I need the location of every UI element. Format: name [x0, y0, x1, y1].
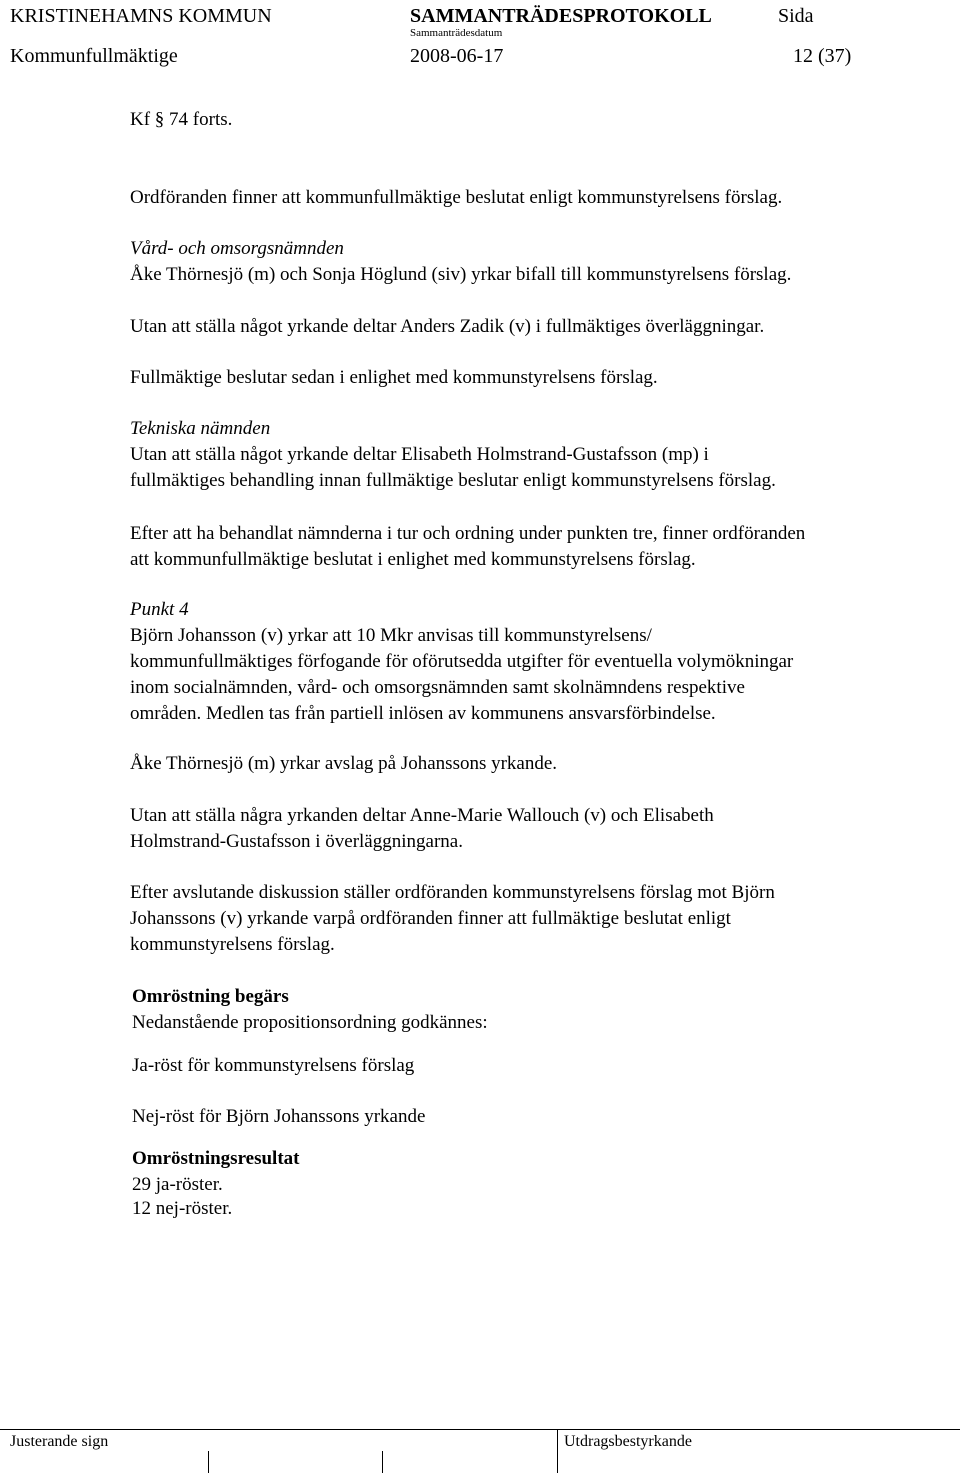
section-heading: Tekniska nämnden: [130, 418, 271, 439]
meeting-date-label: Sammanträdesdatum: [410, 27, 503, 39]
municipality-name: KRISTINEHAMNS KOMMUN: [10, 5, 272, 27]
paragraph-avslutande-diskussion: [130, 880, 775, 958]
paragraph-line: Efter att ha behandlat nämnderna i tur och ordning under punkten tre, finner ordföranden: [130, 523, 806, 544]
paragraph-zadik: Utan att ställa något yrkande deltar Anders Zadik (v) i fullmäktiges överläggningar.: [130, 316, 765, 337]
paragraph-line: Åke Thörnesjö (m) och Sonja Höglund (siv) yrkar bifall till kommunstyrelsens förslag.: [130, 264, 792, 285]
paragraph-line: Nedanstående propositionsordning godkännes:: [132, 1012, 488, 1033]
paragraph-line: att kommunfullmäktige beslutat i enlighet med kommunstyrelsens förslag.: [130, 549, 696, 570]
section-heading: Punkt 4: [130, 599, 189, 620]
paragraph-efter-nämnderna: [130, 521, 805, 573]
divider: [557, 1430, 558, 1473]
body-name: Kommunfullmäktige: [10, 45, 178, 67]
paragraph-line: kommunstyrelsens förslag.: [130, 934, 335, 955]
ja-count: 29 ja-röster.: [132, 1174, 223, 1195]
paragraph-fullmaktige-beslutar: Fullmäktige beslutar sedan i enlighet med kommunstyrelsens förslag.: [130, 367, 658, 388]
paragraph-line: Efter avslutande diskussion ställer ordföranden kommunstyrelsens förslag mot Björn: [130, 882, 775, 903]
page-label: Sida: [778, 5, 814, 27]
section-omrostningsresultat: [132, 1146, 299, 1220]
section-vard-och-omsorg: [130, 236, 791, 288]
section-reference: Kf § 74 forts.: [130, 109, 233, 130]
nej-count: 12 nej-röster.: [132, 1198, 233, 1219]
section-omrostning: [132, 984, 488, 1036]
section-heading: Omröstningsresultat: [132, 1148, 300, 1169]
paragraph-ake-thornesjo: Åke Thörnesjö (m) yrkar avslag på Johanssons yrkande.: [130, 753, 558, 774]
section-tekniska-namnden: [130, 416, 776, 494]
divider: [208, 1451, 209, 1473]
paragraph-line: Utan att ställa några yrkanden deltar Anne-Marie Wallouch (v) och Elisabeth: [130, 805, 714, 826]
paragraph-utan-yrkanden: [130, 803, 714, 855]
paragraph-line: Johanssons (v) yrkande varpå ordföranden finner att fullmäktige beslutat enligt: [130, 908, 731, 929]
paragraph-line: Björn Johansson (v) yrkar att 10 Mkr anvisas till kommunstyrelsens/: [130, 625, 652, 646]
signature-label: Justerande sign: [10, 1433, 109, 1450]
paragraph-line: områden. Medlen tas från partiell inlösen av kommunens ansvarsförbindelse.: [130, 703, 716, 724]
paragraph-line: kommunfullmäktiges förfogande för oförutsedda utgifter för eventuella volymökningar: [130, 651, 794, 672]
paragraph-line: fullmäktiges behandling innan fullmäktige beslutar enligt kommunstyrelsens förslag.: [130, 470, 776, 491]
divider: [382, 1451, 383, 1473]
paragraph-line: inom socialnämnden, vård- och omsorgsnämnden samt skolnämndens respektive: [130, 677, 745, 698]
paragraph-line: Holmstrand-Gustafsson i överläggningarna.: [130, 831, 463, 852]
section-punkt-4: [130, 597, 793, 727]
meeting-date: 2008-06-17: [410, 45, 504, 67]
paragraph-line: Utan att ställa något yrkande deltar Elisabeth Holmstrand-Gustafsson (mp) i: [130, 444, 709, 465]
page-number: 12 (37): [793, 45, 852, 67]
ja-rost-line: Ja-röst för kommunstyrelsens förslag: [132, 1055, 415, 1076]
paragraph-ordforanden: Ordföranden finner att kommunfullmäktige beslutat enligt kommunstyrelsens förslag.: [130, 187, 783, 208]
nej-rost-line: Nej-röst för Björn Johanssons yrkande: [132, 1106, 426, 1127]
section-heading: Omröstning begärs: [132, 986, 289, 1007]
signature-footer: [0, 1429, 960, 1473]
extract-label: Utdragsbestyrkande: [564, 1433, 692, 1450]
document-type: SAMMANTRÄDESPROTOKOLL: [410, 5, 712, 27]
section-heading: Vård- och omsorgsnämnden: [130, 238, 344, 259]
